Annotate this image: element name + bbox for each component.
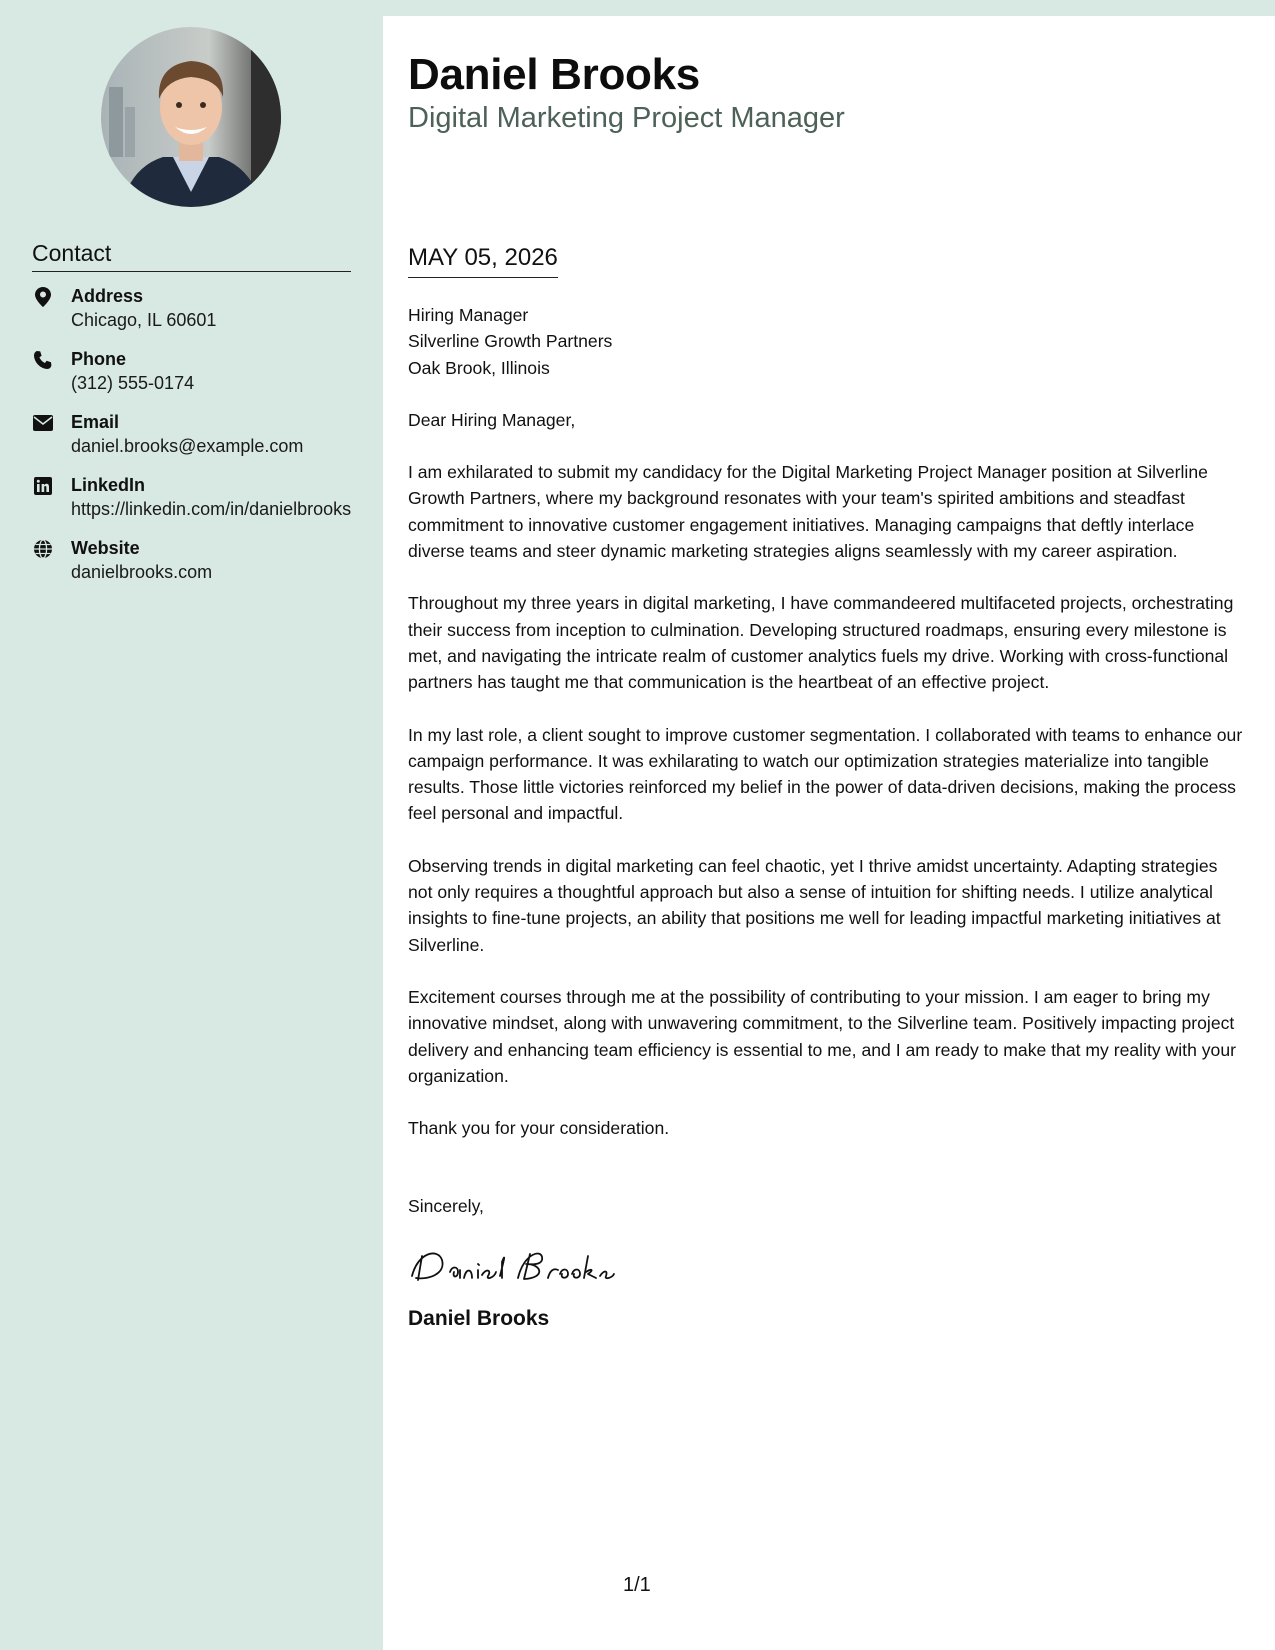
avatar [101,27,281,207]
signer-name: Daniel Brooks [408,1306,550,1330]
contact-label: LinkedIn [71,475,146,495]
contact-value: (312) 555-0174 [71,373,195,393]
thanks-line: Thank you for your consideration. [408,1118,670,1139]
salutation: Dear Hiring Manager, [408,409,576,430]
body-paragraph: I am exhilarated to submit my candidacy for the Digital Marketing Project Manager position at Silverline Growth Partners, where my background resonates with your team's spirited ambitions and steadfast commitment to innovative customer engagement initiatives. Managing campaigns that deftly interlace diverse teams and steer dynamic marketing strategies aligns seamlessly with my career aspiration. [408,462,1208,562]
contact-value[interactable]: danielbrooks.com [71,562,213,582]
letter-body [408,302,1246,1332]
recipient-line: Oak Brook, Illinois [408,357,550,378]
contact-list [32,284,362,599]
body-paragraph: Observing trends in digital marketing can feel chaotic, yet I thrive amidst uncertainty. Adapting strategies not only requires a thoughtful approach but also a sense of intuition for shifting needs. I utilize analytical insights to fine-tune projects, an ability that positions me well for leading impactful marketing initiatives at Silverline. [408,855,1221,955]
envelope-icon [32,412,54,434]
contact-value: Chicago, IL 60601 [71,310,217,330]
map-pin-icon [32,286,54,308]
recipient-line: Hiring Manager [408,305,529,325]
contact-label: Address [71,286,144,306]
contact-heading: Contact [32,240,351,272]
letter-date: MAY 05, 2026 [408,244,558,278]
contact-linkedin [32,473,362,521]
recipient-block [408,302,1246,381]
contact-email [32,410,362,458]
contact-value: daniel.brooks@example.com [71,436,304,456]
letter-page [383,16,1275,1650]
closing-line: Sincerely, [408,1196,484,1217]
contact-label: Email [71,412,120,432]
contact-value[interactable]: https://linkedin.com/in/danielbrooks [71,499,352,519]
body-paragraph: In my last role, a client sought to improve customer segmentation. I collaborated with teams to enhance our campaign performance. It was exhilarating to watch our optimization strategies materialize into tangible results. Those little victories reinforced my belief in the power of data-driven decisions, making the process feel personal and impactful. [408,724,1243,824]
contact-phone [32,347,362,395]
contact-label: Phone [71,349,127,369]
candidate-name: Daniel Brooks [408,50,700,99]
linkedin-icon [32,475,54,497]
body-paragraph: Excitement courses through me at the possibility of contributing to your mission. I am eager to bring my innovative mindset, along with unwavering commitment, to the Silverline team. Positively impacting project delivery and enhancing team efficiency is essential to me, and I am ready to make that my reality with your organization. [408,986,1236,1086]
phone-icon [32,349,54,371]
body-paragraph: Throughout my three years in digital marketing, I have commandeered multifaceted projects, orchestrating their success from inception to culmination. Developing structured roadmaps, ensuring every milestone is met, and navigating the intricate realm of customer analytics fuels my drive. Working with cross-functional partners has taught me that communication is the heartbeat of an effective project. [408,593,1234,693]
signature-image [408,1242,628,1286]
recipient-line: Silverline Growth Partners [408,331,613,352]
contact-label: Website [71,538,140,558]
candidate-role: Digital Marketing Project Manager [408,102,845,134]
contact-address [32,284,362,332]
sidebar [0,0,383,1650]
contact-website [32,536,362,584]
page-number: 1/1 [623,1574,651,1596]
globe-icon [32,538,54,560]
